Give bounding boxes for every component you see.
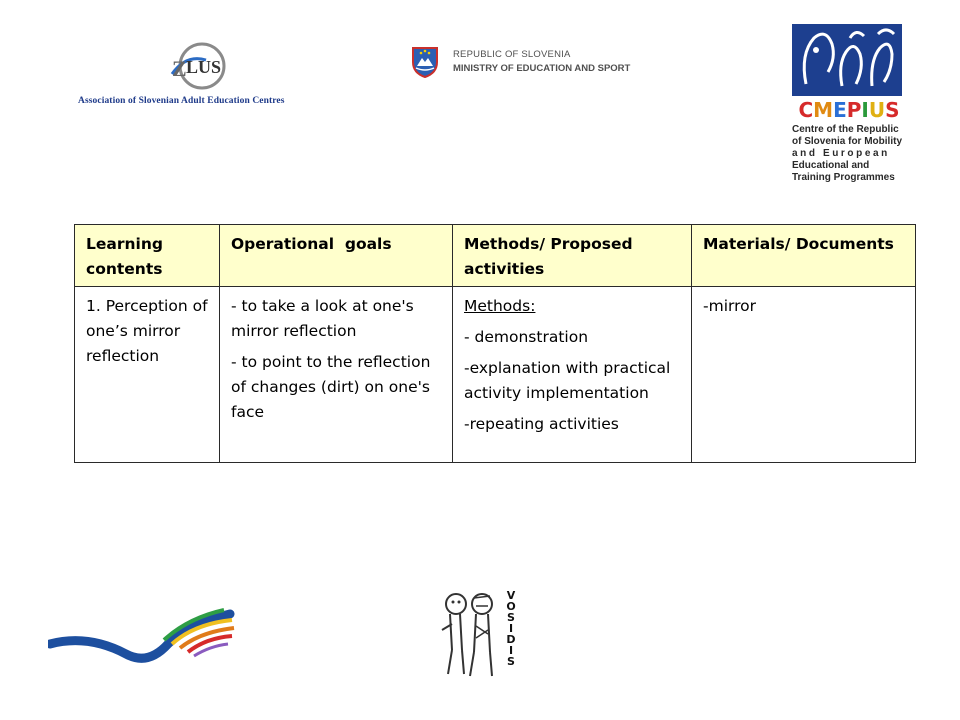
vosidis-letter: D xyxy=(506,633,516,646)
ministry-line1: REPUBLIC OF SLOVENIA xyxy=(453,49,571,60)
svg-text:LUS: LUS xyxy=(186,57,222,77)
cmepius-letter: I xyxy=(861,98,869,122)
cell-operational-goals xyxy=(220,287,453,463)
methods-heading: Methods: xyxy=(464,297,536,315)
cmepius-letter: U xyxy=(868,98,886,122)
vosidis-letter: S xyxy=(507,611,515,624)
slovenia-crest-icon xyxy=(410,46,440,78)
cell-materials: -mirror xyxy=(692,287,916,463)
vosidis-figures-icon xyxy=(440,590,502,682)
zlus-logo xyxy=(78,40,323,112)
goal-item: - to take a look at one's mirror reflection xyxy=(231,297,414,340)
cmepius-letter: P xyxy=(846,98,862,122)
table-header-row xyxy=(75,225,916,287)
header-methods: Methods/ Proposed activities xyxy=(453,225,692,287)
cmepius-logo xyxy=(790,24,908,184)
header-operational-goals: Operational goals xyxy=(220,225,453,287)
cmepius-word xyxy=(790,98,908,122)
table-row xyxy=(75,287,916,463)
header-learning-contents: Learning contents xyxy=(75,225,220,287)
vosidis-letter: I xyxy=(508,622,514,635)
zlus-caption: Association of Slovenian Adult Education Centres xyxy=(78,96,285,106)
vosidis-letters xyxy=(504,590,518,667)
cmepius-emblem xyxy=(792,24,902,96)
vosidis-letter: I xyxy=(508,644,514,657)
ministry-logo xyxy=(410,46,640,78)
cmepius-letter: E xyxy=(833,98,847,122)
method-item: -explanation with practical activity implementation xyxy=(464,359,671,402)
vosidis-letter: S xyxy=(507,655,515,668)
swoosh-icon xyxy=(48,604,238,676)
cmepius-desc-line: Training Programmes xyxy=(792,172,895,183)
lesson-plan-table xyxy=(74,224,916,463)
vosidis-letter: V xyxy=(506,589,516,602)
cmepius-desc-line: Centre of the Republic xyxy=(792,124,899,135)
svg-text:Z: Z xyxy=(172,56,187,81)
method-item: -repeating activities xyxy=(464,415,619,433)
cell-learning-content: 1. Perception of one’s mirror reflection xyxy=(75,287,220,463)
cmepius-description xyxy=(792,124,906,184)
cmepius-desc-line: Educational and xyxy=(792,160,870,171)
cmepius-desc-line: and European xyxy=(792,148,890,159)
ministry-line2: MINISTRY OF EDUCATION AND SPORT xyxy=(453,63,631,74)
cell-methods xyxy=(453,287,692,463)
vosidis-letter: O xyxy=(506,600,516,613)
cmepius-letter: C xyxy=(798,98,814,122)
cmepius-letter: M xyxy=(813,98,834,122)
eu-programme-logo xyxy=(48,604,238,676)
cmepius-figures-icon xyxy=(792,24,902,96)
cmepius-letter: S xyxy=(885,98,900,122)
method-item: - demonstration xyxy=(464,328,589,346)
goal-item: - to point to the reflection of changes (dirt) on one's face xyxy=(231,353,431,421)
zlus-emblem-icon xyxy=(166,40,238,92)
vosidis-logo xyxy=(440,590,520,682)
cmepius-desc-line: of Slovenia for Mobility xyxy=(792,136,903,147)
header-materials: Materials/ Documents xyxy=(692,225,916,287)
